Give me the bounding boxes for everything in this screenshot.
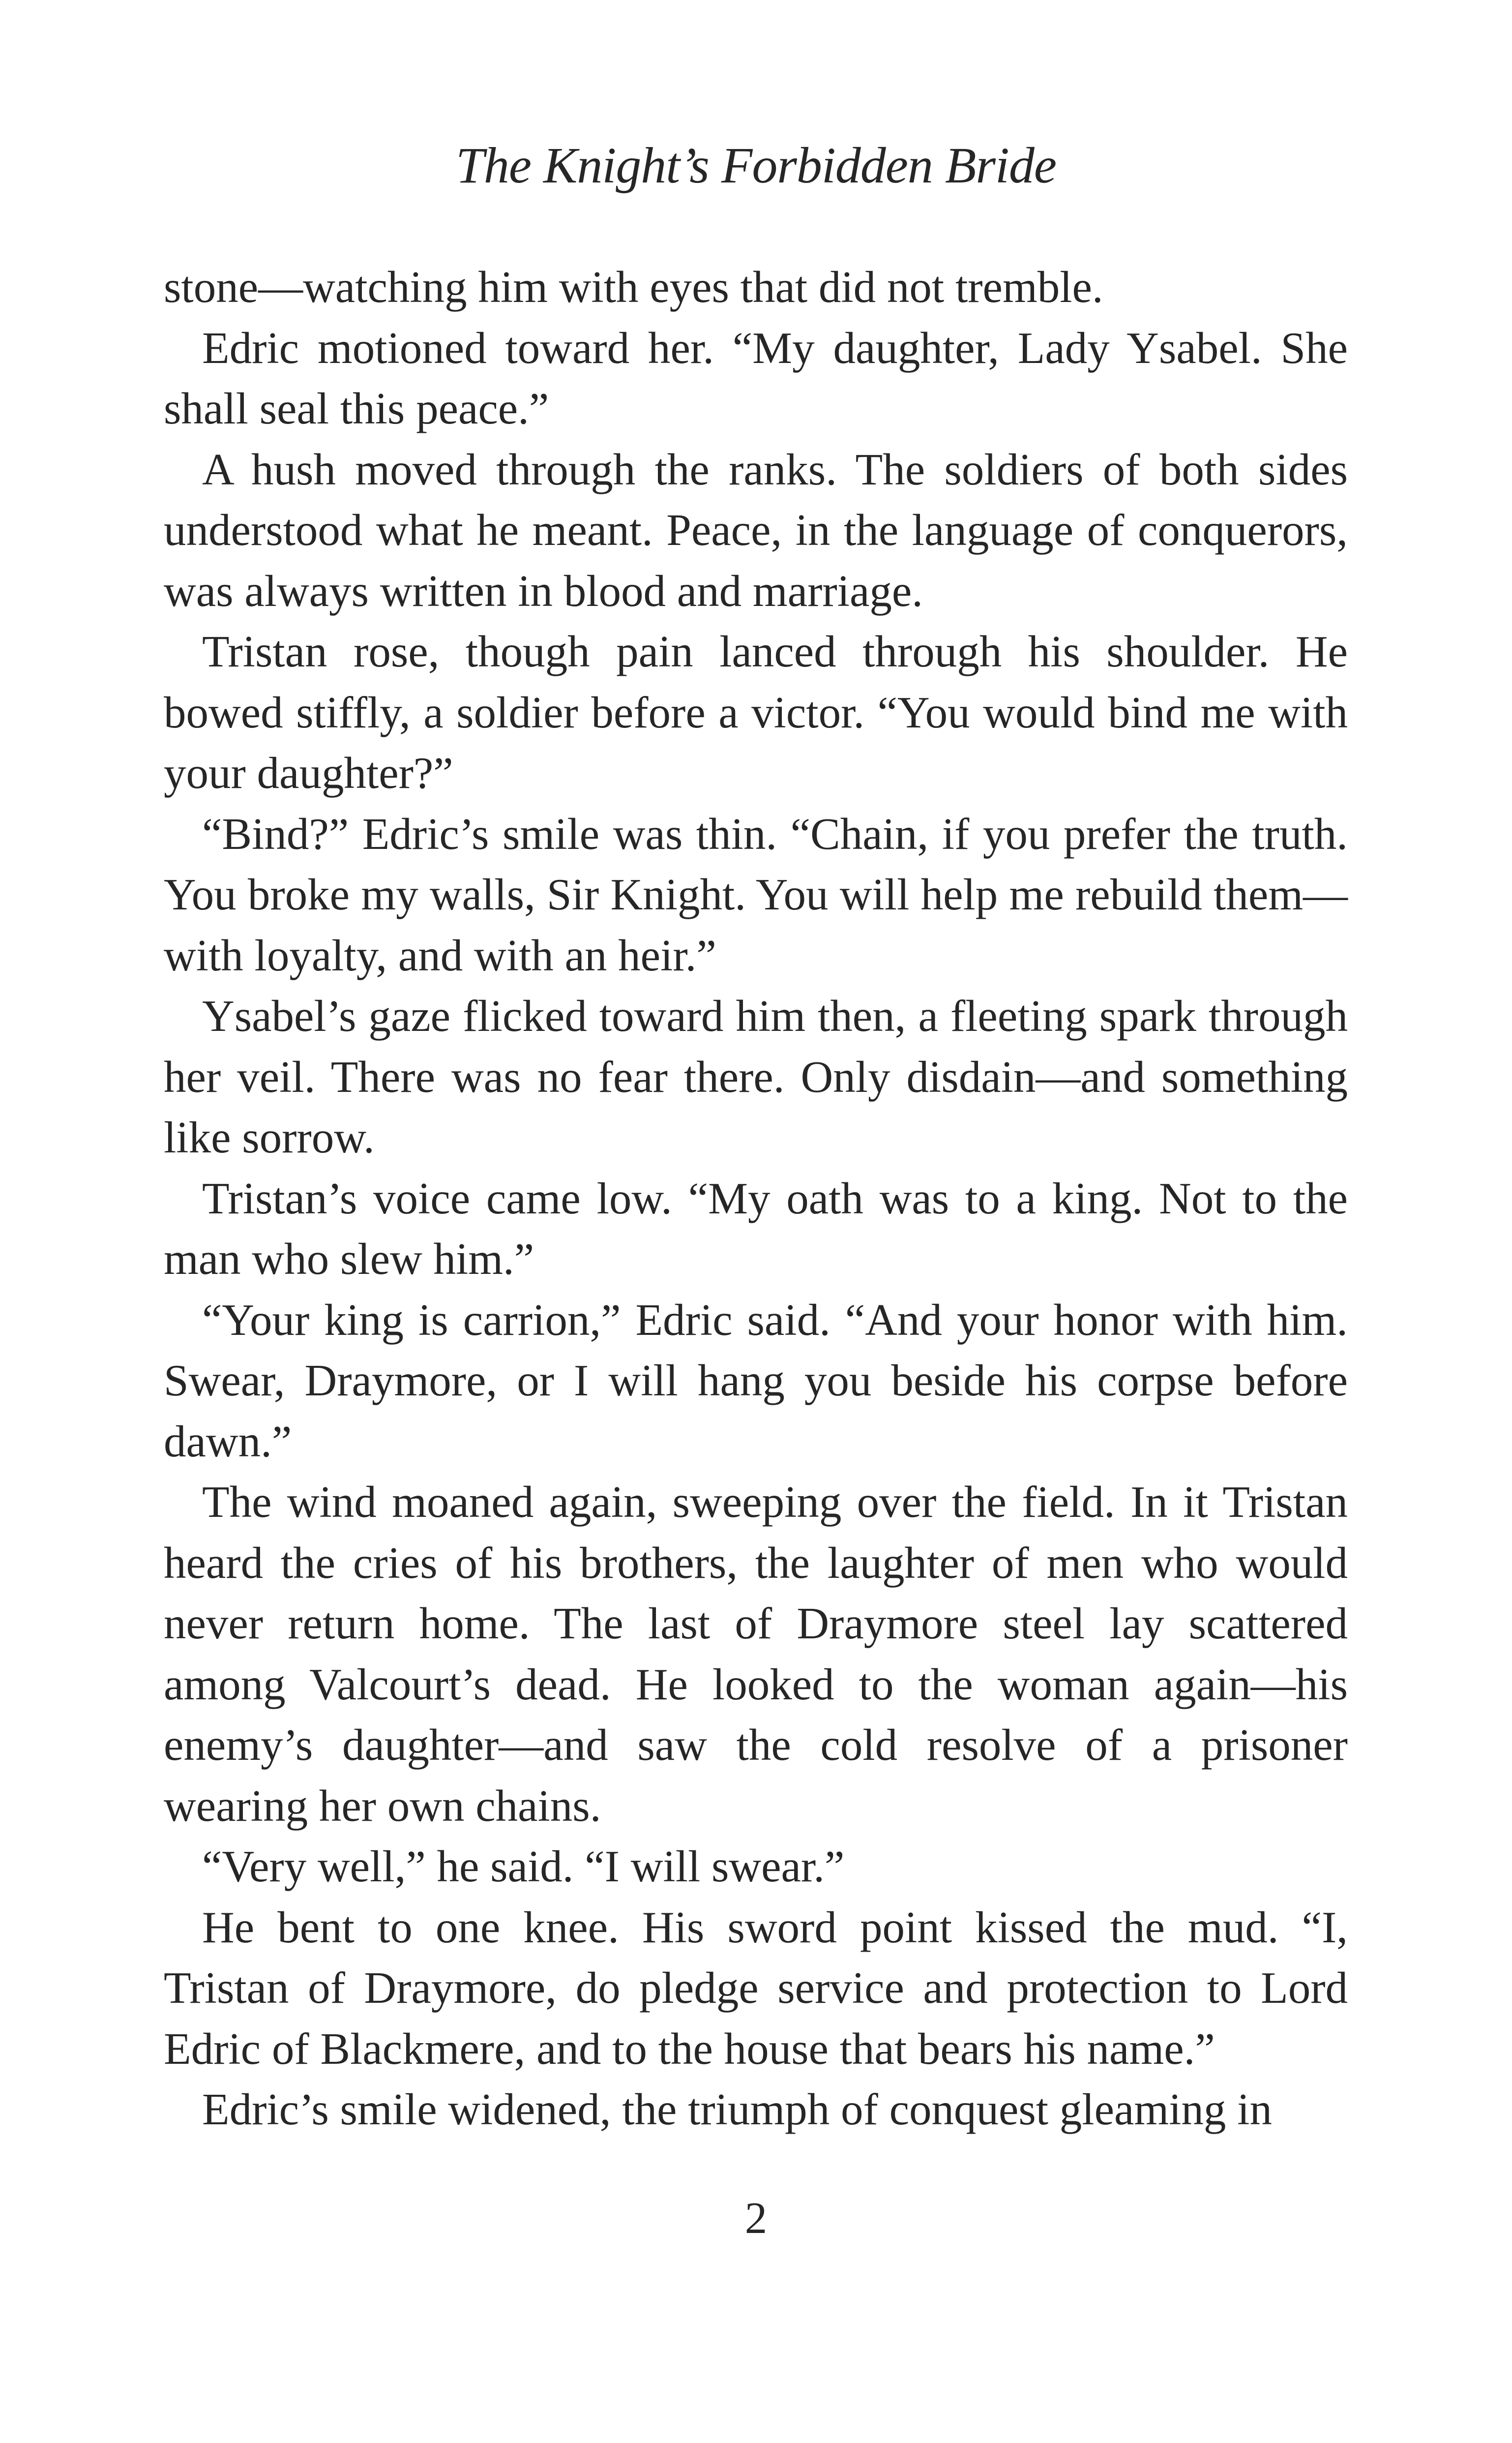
paragraph: “Very well,” he said. “I will swear.” bbox=[202, 1841, 845, 1891]
body-text bbox=[164, 257, 1348, 2140]
paragraph: “Bind?” Edric’s smile was thin. “Chain, if you prefer the truth. You broke my walls, Sir Knight. You will help me rebuild them—with loyalty, and with an heir.” bbox=[164, 809, 1348, 980]
running-head-title: The Knight’s Forbidden Bride bbox=[456, 137, 1056, 194]
paragraph-continued: stone—watching him with eyes that did not tremble. bbox=[164, 262, 1103, 312]
paragraph: Tristan rose, though pain lanced through his shoulder. He bowed stiffly, a soldier before a victor. “You would bind me with your daughter?” bbox=[164, 627, 1348, 798]
paragraph: Tristan’s voice came low. “My oath was to a king. Not to the man who slew him.” bbox=[164, 1173, 1348, 1284]
paragraph: He bent to one knee. His sword point kissed the mud. “I, Tristan of Draymore, do pledge service and protection to Lord Edric of Blackmere, and to the house that bears his name.” bbox=[164, 1902, 1348, 2074]
page-number: 2 bbox=[744, 2193, 768, 2243]
paragraph: Edric motioned toward her. “My daughter, Lady Ysabel. She shall seal this peace.” bbox=[164, 323, 1348, 433]
paragraph: A hush moved through the ranks. The soldiers of both sides understood what he meant. Peace, in the language of conquerors, was always written in blood and marriage. bbox=[164, 444, 1348, 616]
paragraph: Edric’s smile widened, the triumph of conquest gleaming in bbox=[202, 2084, 1272, 2134]
paragraph: The wind moaned again, sweeping over the field. In it Tristan heard the cries of his brothers, the laughter of men who would never return home. The last of Draymore steel lay scattered among Valcourt’s dead. He looked to the woman again—his enemy’s daughter—and saw the cold resolve of a prisoner wearing her own chains. bbox=[164, 1477, 1348, 1831]
paragraph: “Your king is carrion,” Edric said. “And your honor with him. Swear, Draymore, or I will hang you beside his corpse before dawn.” bbox=[164, 1295, 1348, 1466]
paragraph: Ysabel’s gaze flicked toward him then, a fleeting spark through her veil. There was no fear there. Only disdain—and something like sorrow. bbox=[164, 991, 1348, 1162]
